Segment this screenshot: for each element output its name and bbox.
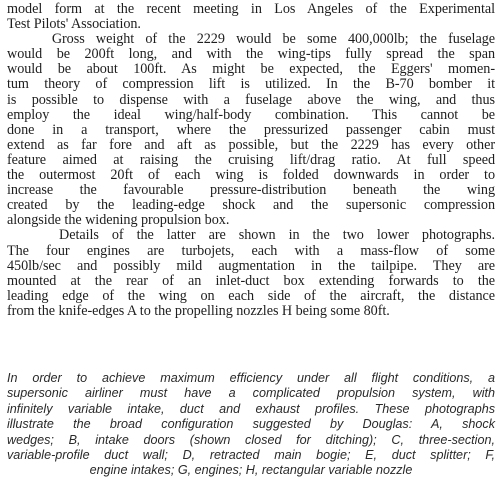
- article-line-19: mounted at the rear of an inlet-duct box extending forwards to the: [7, 272, 495, 289]
- article-line-12: the outermost 20ft of each wing is folded downwards in order to: [7, 167, 495, 184]
- caption-line-1: In order to achieve maximum efficiency under all flight conditions, a: [7, 371, 495, 385]
- article-line-14: created by the leading-edge shock and the supersonic compression: [7, 197, 495, 214]
- article-line-9: done in a transport, where the pressurized passenger cabin must: [7, 121, 495, 138]
- article-line-16: Details of the latter are shown in the two lower photographs.: [7, 227, 495, 244]
- article-line-20: leading edge of the wing on each side of the aircraft, the distance: [7, 287, 495, 304]
- caption-line-6: variable-profile duct wall; D, retracted main bogie; E, duct splitter; F,: [7, 448, 495, 463]
- article-line-3: Gross weight of the 2229 would be some 400,000lb; the fuselage: [7, 31, 495, 48]
- article-line-7: is possible to dispense with a fuselage above the wing, and thus: [7, 91, 495, 108]
- photo-caption: [7, 371, 495, 479]
- caption-line-7: engine intakes; G, engines; H, rectangular variable nozzle: [89, 463, 413, 478]
- caption-line-4: illustrate the broad configuration suggested by Douglas: A, shock: [7, 417, 495, 432]
- caption-line-3: infinitely variable intake, duct and exhaust profiles. These photographs: [7, 401, 495, 416]
- article-line-8: employ the ideal wing/half-body combination. This cannot be: [7, 106, 495, 123]
- article-body: [7, 2, 495, 319]
- article-line-4: would be 200ft long, and with the wing-tips fully spread the span: [7, 46, 495, 63]
- article-line-15: alongside the widening propulsion box.: [7, 212, 230, 229]
- article-line-17: The four engines are turbojets, each with a mass-flow of some: [7, 242, 495, 259]
- article-line-5: would be about 100ft. As might be expected, the Eggers' momen-: [7, 61, 495, 78]
- caption-line-5: wedges; B, intake doors (shown closed for ditching); C, three-section,: [7, 432, 495, 447]
- article-line-18: 450lb/sec and possibly mild augmentation in the tailpipe. They are: [7, 257, 495, 274]
- article-line-10: extend as far fore and aft as possible, but the 2229 has every other: [7, 136, 495, 153]
- article-line-1: model form at the recent meeting in Los Angeles of the Experimental: [7, 1, 495, 17]
- article-line-6: tum theory of compression lift is utilized. In the B-70 bomber it: [7, 76, 495, 93]
- article-line-11: feature aimed at raising the cruising lift/drag ratio. At full speed: [7, 151, 495, 168]
- article-line-13: increase the favourable pressure-distribution beneath the wing: [7, 182, 495, 199]
- article-line-21: from the knife-edges A to the propelling nozzles H being some 80ft.: [7, 302, 390, 319]
- caption-line-2: supersonic airliner must have a complicated propulsion system, with: [7, 386, 495, 401]
- article-line-2: Test Pilots' Association.: [7, 16, 141, 33]
